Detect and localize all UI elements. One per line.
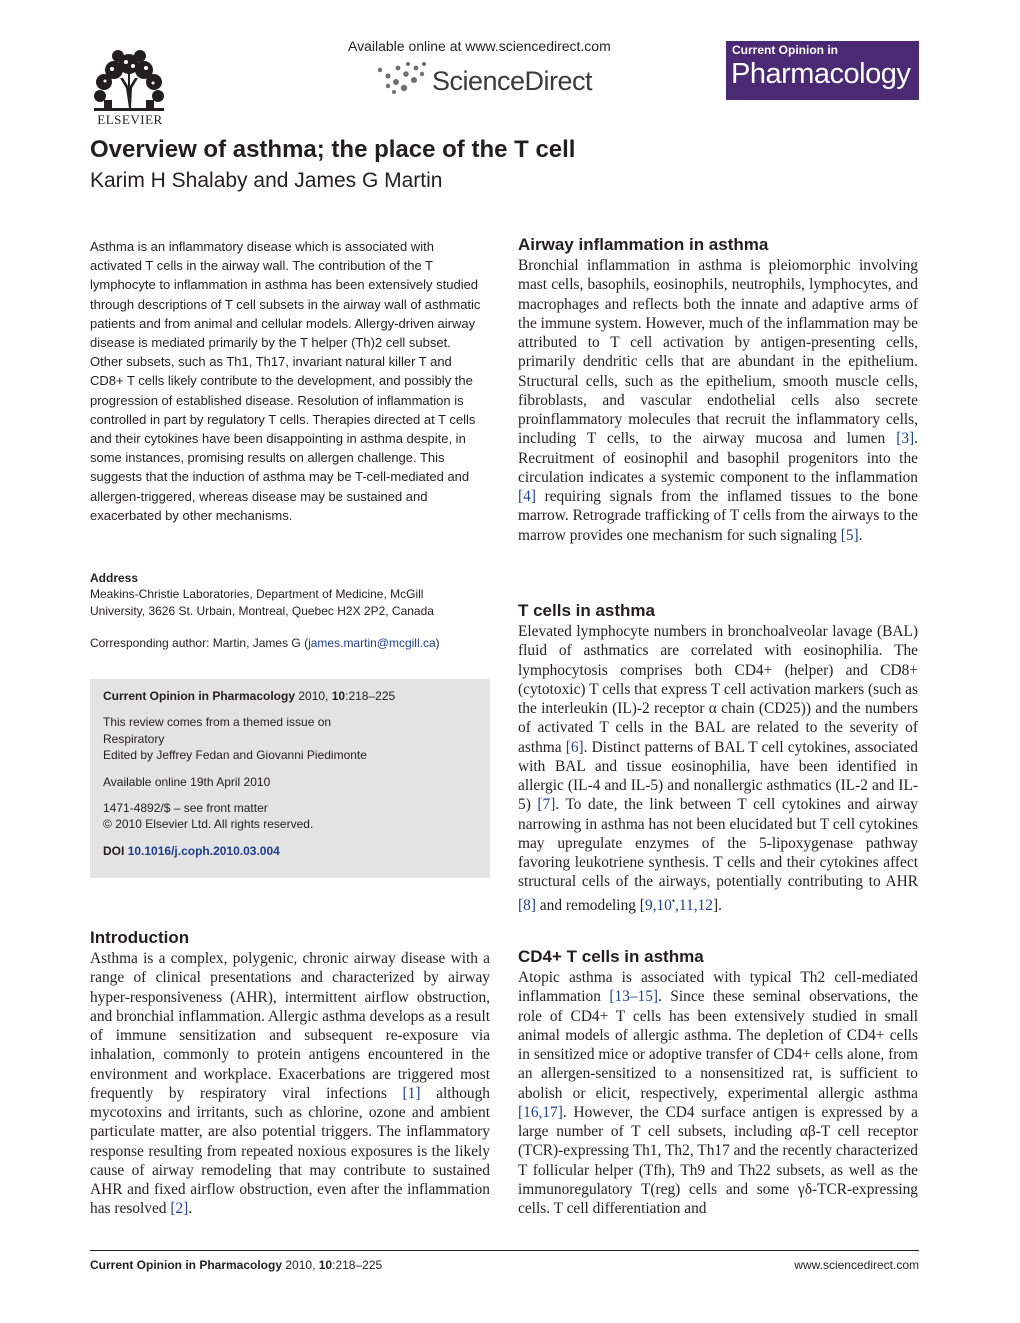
reference-link[interactable]: [1] — [402, 1084, 421, 1102]
text-run: and remodeling [ — [535, 896, 645, 914]
reference-link[interactable]: [13–15] — [609, 988, 659, 1006]
info-doi-link[interactable]: 10.1016/j.coph.2010.03.004 — [127, 843, 280, 858]
info-citation — [103, 688, 483, 704]
text-run: . Recruitment of eosinophil and basophil progenitors into the circulation indicates a systemic component to the inflammation — [518, 430, 918, 486]
footer-citation — [90, 1258, 382, 1272]
info-themed-issue: This review comes from a themed issue on — [103, 715, 332, 730]
journal-banner-top: Current Opinion in — [732, 43, 838, 57]
reference-link[interactable]: ,11,12 — [675, 896, 713, 914]
footer-volume: 10 — [318, 1258, 333, 1272]
footer-pages: :218–225 — [332, 1258, 383, 1272]
address-label: Address — [90, 571, 139, 585]
address-text: Meakins-Christie Laboratories, Department of Medicine, McGill University, 3626 St. Urbain, Montreal, Quebec H2X 2P2, Canada — [90, 587, 434, 618]
reference-link[interactable]: 9,10 — [644, 896, 672, 914]
sciencedirect-wordmark: ScienceDirect — [432, 66, 593, 96]
info-issn: 1471-4892/$ – see front matter — [103, 801, 268, 816]
sciencedirect-dots-icon — [374, 58, 434, 98]
reference-link[interactable]: [4] — [518, 488, 536, 505]
text-run: Elevated lymphocyte numbers in bronchoalveolar lavage (BAL) fluid of asthmatics are correlated with eosinophilia. The lymphocytosis comprises both CD4+ (helper) and CD8+ (cytotoxic) T cells that express T cell activation markers (such as the interleukin (IL)-2 receptor α chain (CD25)) and the numbers of activated T cells in the BAL are related to the severity of asthma — [518, 623, 918, 756]
reference-link[interactable]: [8] — [518, 896, 536, 914]
info-copyright — [103, 816, 483, 832]
text-run: . However, the CD4 surface antigen is expressed by a large number of T cell subsets, including αβ-T cell receptor (TCR)-expressing Th1, Th2, Th17 and the recently characterized T follicular helper (Tfh), Th9 and Th22 subsets, as well as the immunoregulatory T(reg) cells and some γδ-TCR-expressing cells. T cell differentiation and — [518, 1103, 918, 1217]
article-authors: Karim H Shalaby and James G Martin — [90, 169, 443, 192]
reference-link[interactable]: [7] — [537, 796, 556, 814]
section-heading-introduction: Introduction — [90, 928, 190, 947]
article-title: Overview of asthma; the place of the T cell — [90, 136, 576, 163]
reference-link[interactable]: [16,17] — [518, 1103, 563, 1121]
text-run: . Since these seminal observations, the role of CD4+ T cells has been extensively studied in small animal models of allergic asthma. The depletion of CD4+ cells in sensitized mice or adoptive transfer of CD4+ cells alone, from an allergen-sensitized to a nonsensitized rat, is sufficient to abolish or elicit, respectively, experimental allergic asthma — [518, 988, 918, 1102]
text-run: . Distinct patterns of BAL T cell cytokines, associated with BAL and tissue eosinophilia, have been identified in allergic (IL-4 and IL-5) and nonallergic asthmatics (IL-2 and IL-5) — [518, 738, 918, 814]
info-pages: :218–225 — [345, 689, 396, 703]
corresponding-author — [90, 635, 490, 652]
section-text-introduction — [90, 949, 490, 1219]
corresponding-email-link[interactable]: james.martin@mcgill.ca — [308, 636, 436, 650]
info-editors: Edited by Jeffrey Fedan and Giovanni Piedimonte — [103, 748, 367, 763]
recommended-bullet-icon: • — [671, 895, 676, 906]
footer-year: 2010, — [285, 1258, 316, 1272]
section-text-airway-inflammation — [518, 256, 918, 545]
section-heading-airway-inflammation: Airway inflammation in asthma — [518, 235, 769, 254]
copyright-icon: © — [103, 817, 112, 832]
section-text-t-cells — [518, 622, 918, 915]
article-info-box — [90, 679, 490, 878]
text-run: ]. — [712, 896, 722, 914]
corresponding-suffix: ) — [435, 636, 440, 650]
footer-divider — [90, 1250, 919, 1251]
info-doi — [103, 843, 483, 859]
info-doi-label: DOI — [103, 843, 125, 858]
reference-link[interactable]: [3] — [896, 430, 915, 448]
reference-link[interactable]: [2] — [170, 1200, 189, 1218]
info-journal: Current Opinion in Pharmacology — [103, 689, 296, 703]
text-run: . — [188, 1200, 193, 1218]
info-copyright-text: 2010 Elsevier Ltd. All rights reserved. — [115, 817, 314, 832]
available-online-text: Available online at www.sciencedirect.com — [348, 38, 611, 54]
abstract: Asthma is an inflammatory disease which is associated with activated T cells in the airway wall. The contribution of the T lymphocyte to inflammation in asthma has been extensively studied through descriptions of T cell subsets in the airway wall of asthmatic patients and from animal and cellular models. Allergy-driven airway disease is mediated primarily by the T helper (Th)2 cell subset. Other subsets, such as Th1, Th17, invariant natural killer T and CD8+ T cells likely contribute to the development, and possibly the progression of established disease. Resolution of inflammation is controlled in part by regulatory T cells. Therapies directed at T cells and their cytokines have been disappointing in asthma despite, in some instances, promising results on allergen challenge. This suggests that the induction of asthma may be T-cell-mediated and allergen-triggered, whereas disease may be sustained and exacerbated by other mechanisms. — [90, 239, 481, 523]
corresponding-prefix: Corresponding author: Martin, James G ( — [90, 636, 309, 650]
text-run: Asthma is a complex, polygenic, chronic airway disease with a range of clinical presentations and characterized by airway hyper-responsiveness (AHR), intermittent airflow obstruction, and bronchial inflammation. Allergic asthma develops as a result of immune sensitization and subsequent re-exposure via inhalation, commonly to protein antigens encountered in the environment and workplace. Exacerbations are triggered most frequently by respiratory viral infections — [90, 950, 490, 1102]
section-heading-cd4-t-cells: CD4+ T cells in asthma — [518, 947, 704, 966]
reference-link[interactable]: [6] — [565, 738, 584, 756]
footer-journal: Current Opinion in Pharmacology — [90, 1258, 283, 1272]
text-run: . — [858, 526, 863, 544]
text-run: although mycotoxins and irritants, such as chlorine, ozone and ambient particulate matter, are also potential triggers. The inflammatory response resulting from repeated noxious exposures is the likely cause of airway remodeling that may contribute to sustained AHR and fixed airflow obstruction, even after the inflammation has resolved — [90, 1084, 490, 1218]
publisher-name: ELSEVIER — [97, 112, 163, 127]
journal-banner — [726, 41, 919, 100]
info-year: 2010, — [298, 689, 329, 703]
text-run: . To date, the link between T cell cytokines and airway narrowing in asthma has not been elucidated but T cell cytokines may upregulate enzymes of the 5-lipoxygenase pathway favoring leukotriene synthesis. T cells and their cytokines affect structural cells of the airways, potentially contributing to AHR — [518, 796, 918, 891]
journal-banner-title: Pharmacology — [731, 58, 911, 90]
footer-url[interactable]: www.sciencedirect.com — [794, 1258, 919, 1272]
info-theme: Respiratory — [103, 731, 165, 746]
reference-link[interactable]: [5] — [840, 526, 859, 544]
info-volume: 10 — [331, 689, 346, 703]
section-text-cd4-t-cells — [518, 968, 918, 1218]
info-available: Available online 19th April 2010 — [103, 774, 271, 789]
text-run: Bronchial inflammation in asthma is pleiomorphic involving mast cells, basophils, eosinophils, neutrophils, lymphocytes, and macrophages and reflects both the innate and adaptive arms of the immune system. However, much of the inflammation may be attributed to T cell activation by antigen-presenting cells, primarily dendritic cells that are abundant in the epithelium. Structural cells, such as the epithelium, smooth muscle cells, fibroblasts, and vascular endothelial cells also secrete proinflammatory molecules that recruit the inflammatory cells, including T cells, to the airway mucosa and lumen — [518, 257, 918, 448]
section-heading-t-cells: T cells in asthma — [518, 601, 655, 620]
text-run: Atopic asthma is associated with typical Th2 cell-mediated inflammation — [518, 969, 918, 1006]
text-run: requiring signals from the inflamed tissues to the bone marrow. Retrograde trafficking of T cells from the airways to the marrow provides one mechanism for such signaling — [518, 488, 918, 544]
